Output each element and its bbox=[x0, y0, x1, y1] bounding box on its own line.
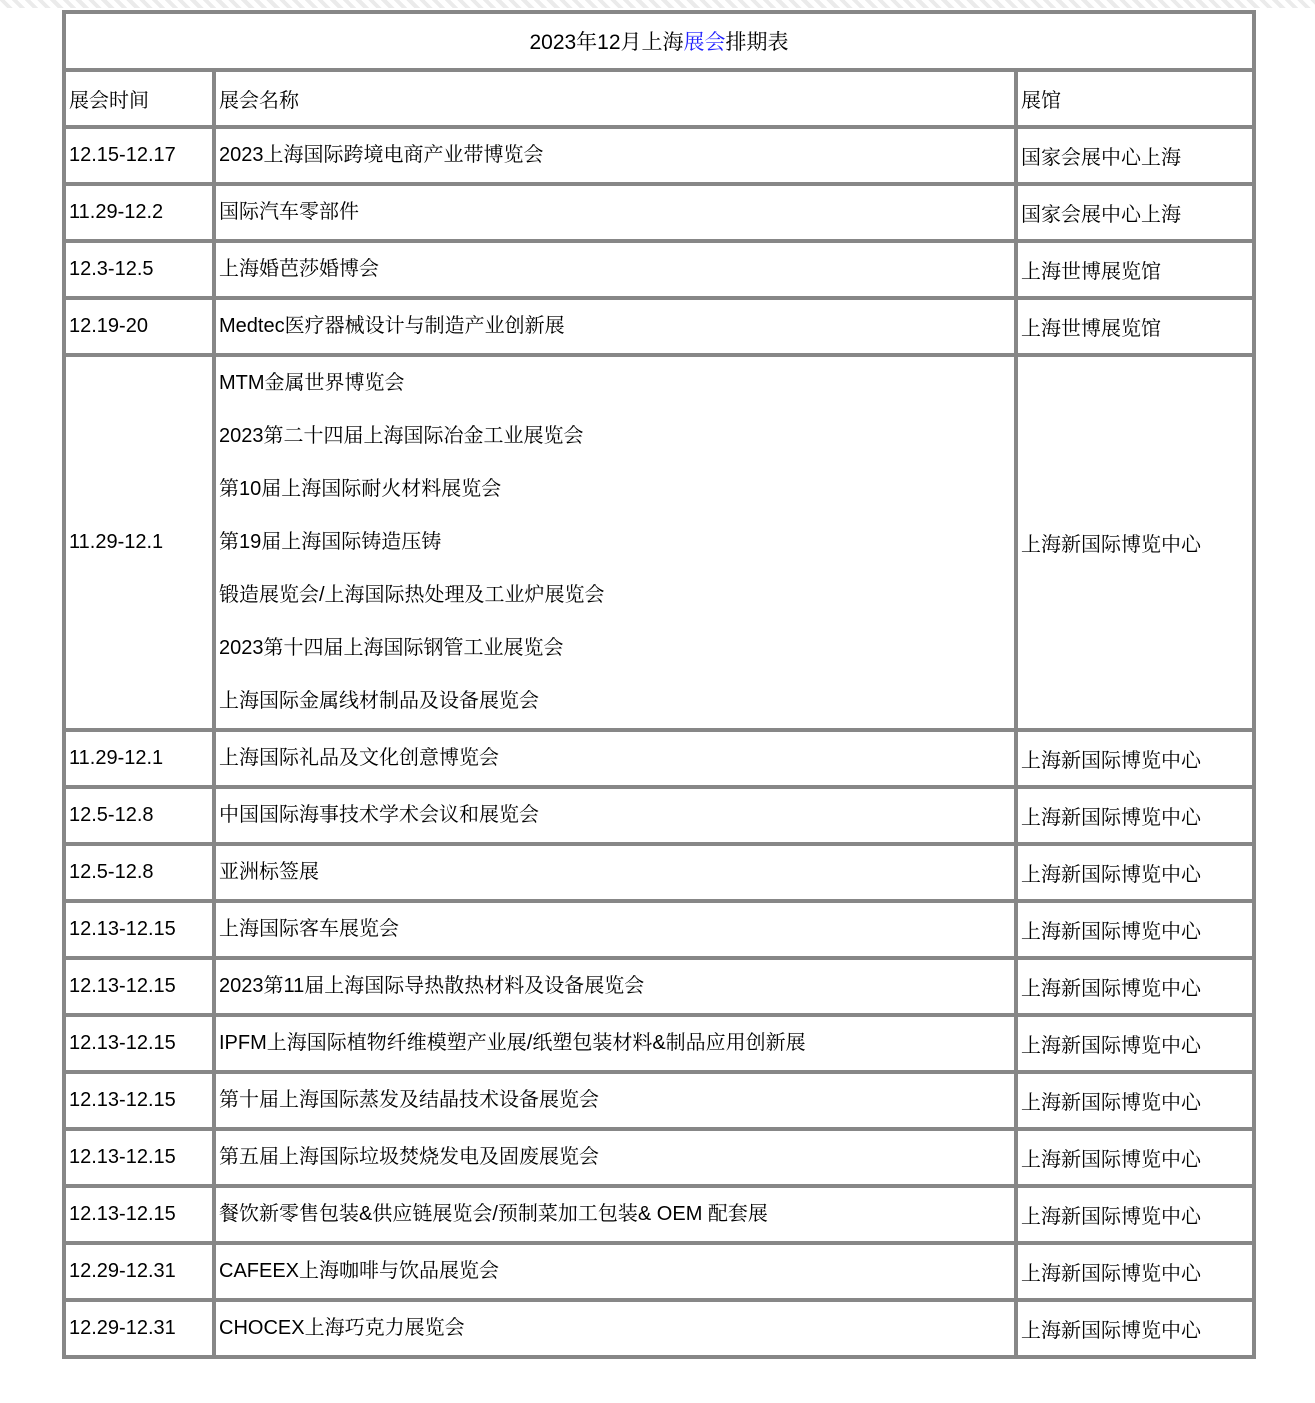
title-prefix: 2023年12月上海 bbox=[529, 31, 684, 54]
exhibition-name: 2023上海国际跨境电商产业带博览会 bbox=[219, 144, 544, 166]
exhibition-time-cell: 12.29-12.31 bbox=[64, 1300, 214, 1357]
table-row bbox=[64, 1072, 1254, 1129]
exhibition-time-cell: 12.19-20 bbox=[64, 298, 214, 355]
exhibition-name: 上海国际客车展览会 bbox=[219, 918, 399, 940]
exhibition-name: 上海国际金属线材制品及设备展览会 bbox=[219, 690, 539, 712]
venue-cell: 上海新国际博览中心 bbox=[1016, 958, 1254, 1015]
exhibition-name-cell bbox=[214, 127, 1016, 184]
exhibition-time-cell: 12.13-12.15 bbox=[64, 1015, 214, 1072]
table-row bbox=[64, 1129, 1254, 1186]
exhibition-time-cell: 12.13-12.15 bbox=[64, 901, 214, 958]
exhibition-name: MTM金属世界博览会 bbox=[219, 372, 405, 394]
exhibition-time-cell: 12.13-12.15 bbox=[64, 958, 214, 1015]
exhibition-name-cell bbox=[214, 844, 1016, 901]
venue-cell: 上海新国际博览中心 bbox=[1016, 730, 1254, 787]
table-row bbox=[64, 1300, 1254, 1357]
column-header-name: 展会名称 bbox=[214, 70, 1016, 127]
exhibition-name: 国际汽车零部件 bbox=[219, 201, 359, 223]
exhibition-name-cell bbox=[214, 1015, 1016, 1072]
exhibition-name: 锻造展览会/上海国际热处理及工业炉展览会 bbox=[219, 584, 605, 606]
venue-cell: 上海新国际博览中心 bbox=[1016, 844, 1254, 901]
exhibition-name-cell bbox=[214, 958, 1016, 1015]
exhibition-name: 第十届上海国际蒸发及结晶技术设备展览会 bbox=[219, 1089, 599, 1111]
exhibition-name-cell bbox=[214, 1243, 1016, 1300]
exhibition-name: 第五届上海国际垃圾焚烧发电及固废展览会 bbox=[219, 1146, 599, 1168]
header-row bbox=[64, 70, 1254, 127]
exhibition-name-cell bbox=[214, 787, 1016, 844]
exhibition-name-cell bbox=[214, 298, 1016, 355]
venue-cell: 上海新国际博览中心 bbox=[1016, 1129, 1254, 1186]
exhibition-name: 亚洲标签展 bbox=[219, 861, 319, 883]
exhibition-time-cell: 11.29-12.1 bbox=[64, 355, 214, 730]
venue-cell: 上海新国际博览中心 bbox=[1016, 1072, 1254, 1129]
venue-cell: 上海新国际博览中心 bbox=[1016, 1186, 1254, 1243]
venue-cell: 上海新国际博览中心 bbox=[1016, 1243, 1254, 1300]
column-header-time: 展会时间 bbox=[64, 70, 214, 127]
exhibition-name: 中国国际海事技术学术会议和展览会 bbox=[219, 804, 539, 826]
exhibition-name: 第10届上海国际耐火材料展览会 bbox=[219, 478, 502, 500]
table-row bbox=[64, 1186, 1254, 1243]
venue-cell: 上海世博展览馆 bbox=[1016, 241, 1254, 298]
exhibition-time-cell: 12.5-12.8 bbox=[64, 787, 214, 844]
table-row bbox=[64, 184, 1254, 241]
exhibition-name-cell bbox=[214, 1300, 1016, 1357]
exhibition-name-cell bbox=[214, 1186, 1016, 1243]
table-row bbox=[64, 241, 1254, 298]
venue-cell: 上海新国际博览中心 bbox=[1016, 1015, 1254, 1072]
exhibition-name: 2023第11届上海国际导热散热材料及设备展览会 bbox=[219, 975, 645, 997]
table-row bbox=[64, 355, 1254, 730]
table-row bbox=[64, 958, 1254, 1015]
exhibition-name: Medtec医疗器械设计与制造产业创新展 bbox=[219, 315, 565, 337]
exhibition-schedule-table bbox=[62, 10, 1256, 1359]
decorative-stripe-band bbox=[0, 0, 1315, 8]
venue-cell: 上海新国际博览中心 bbox=[1016, 901, 1254, 958]
venue-cell: 上海世博展览馆 bbox=[1016, 298, 1254, 355]
exhibition-name: CHOCEX上海巧克力展览会 bbox=[219, 1317, 465, 1339]
venue-cell: 上海新国际博览中心 bbox=[1016, 787, 1254, 844]
table-row bbox=[64, 298, 1254, 355]
exhibition-name: 2023第二十四届上海国际冶金工业展览会 bbox=[219, 425, 584, 447]
table-row bbox=[64, 1015, 1254, 1072]
exhibition-name-cell bbox=[214, 901, 1016, 958]
title-row bbox=[64, 12, 1254, 70]
table-row bbox=[64, 901, 1254, 958]
exhibition-name: 第19届上海国际铸造压铸 bbox=[219, 531, 442, 553]
exhibition-time-cell: 12.5-12.8 bbox=[64, 844, 214, 901]
exhibition-time-cell: 11.29-12.1 bbox=[64, 730, 214, 787]
exhibition-time-cell: 12.13-12.15 bbox=[64, 1129, 214, 1186]
exhibition-name: CAFEEX上海咖啡与饮品展览会 bbox=[219, 1260, 500, 1282]
venue-cell: 上海新国际博览中心 bbox=[1016, 1300, 1254, 1357]
table-row bbox=[64, 1243, 1254, 1300]
title-suffix: 排期表 bbox=[725, 31, 789, 54]
exhibition-time-cell: 12.13-12.15 bbox=[64, 1186, 214, 1243]
exhibition-time-cell: 12.3-12.5 bbox=[64, 241, 214, 298]
exhibition-name-cell bbox=[214, 184, 1016, 241]
venue-cell: 国家会展中心上海 bbox=[1016, 127, 1254, 184]
exhibition-name: 上海婚芭莎婚博会 bbox=[219, 258, 379, 280]
exhibition-time-cell: 12.29-12.31 bbox=[64, 1243, 214, 1300]
table-row bbox=[64, 844, 1254, 901]
table-row bbox=[64, 730, 1254, 787]
venue-cell: 上海新国际博览中心 bbox=[1016, 355, 1254, 730]
table-row bbox=[64, 127, 1254, 184]
exhibition-time-cell: 12.15-12.17 bbox=[64, 127, 214, 184]
page-title bbox=[64, 12, 1254, 70]
exhibition-name: 餐饮新零售包装&供应链展览会/预制菜加工包装& OEM 配套展 bbox=[219, 1203, 768, 1225]
exhibition-name-cell bbox=[214, 1072, 1016, 1129]
exhibition-time-cell: 12.13-12.15 bbox=[64, 1072, 214, 1129]
exhibition-name-cell bbox=[214, 241, 1016, 298]
exhibition-time-cell: 11.29-12.2 bbox=[64, 184, 214, 241]
zhanhui-link[interactable]: 展会 bbox=[683, 31, 726, 54]
exhibition-name: 上海国际礼品及文化创意博览会 bbox=[219, 747, 499, 769]
exhibition-name-cell bbox=[214, 355, 1016, 730]
exhibition-name-cell bbox=[214, 730, 1016, 787]
column-header-venue: 展馆 bbox=[1016, 70, 1254, 127]
venue-cell: 国家会展中心上海 bbox=[1016, 184, 1254, 241]
exhibition-name: 2023第十四届上海国际钢管工业展览会 bbox=[219, 637, 564, 659]
table-row bbox=[64, 787, 1254, 844]
exhibition-name: IPFM上海国际植物纤维模塑产业展/纸塑包装材料&制品应用创新展 bbox=[219, 1032, 806, 1054]
exhibition-name-cell bbox=[214, 1129, 1016, 1186]
